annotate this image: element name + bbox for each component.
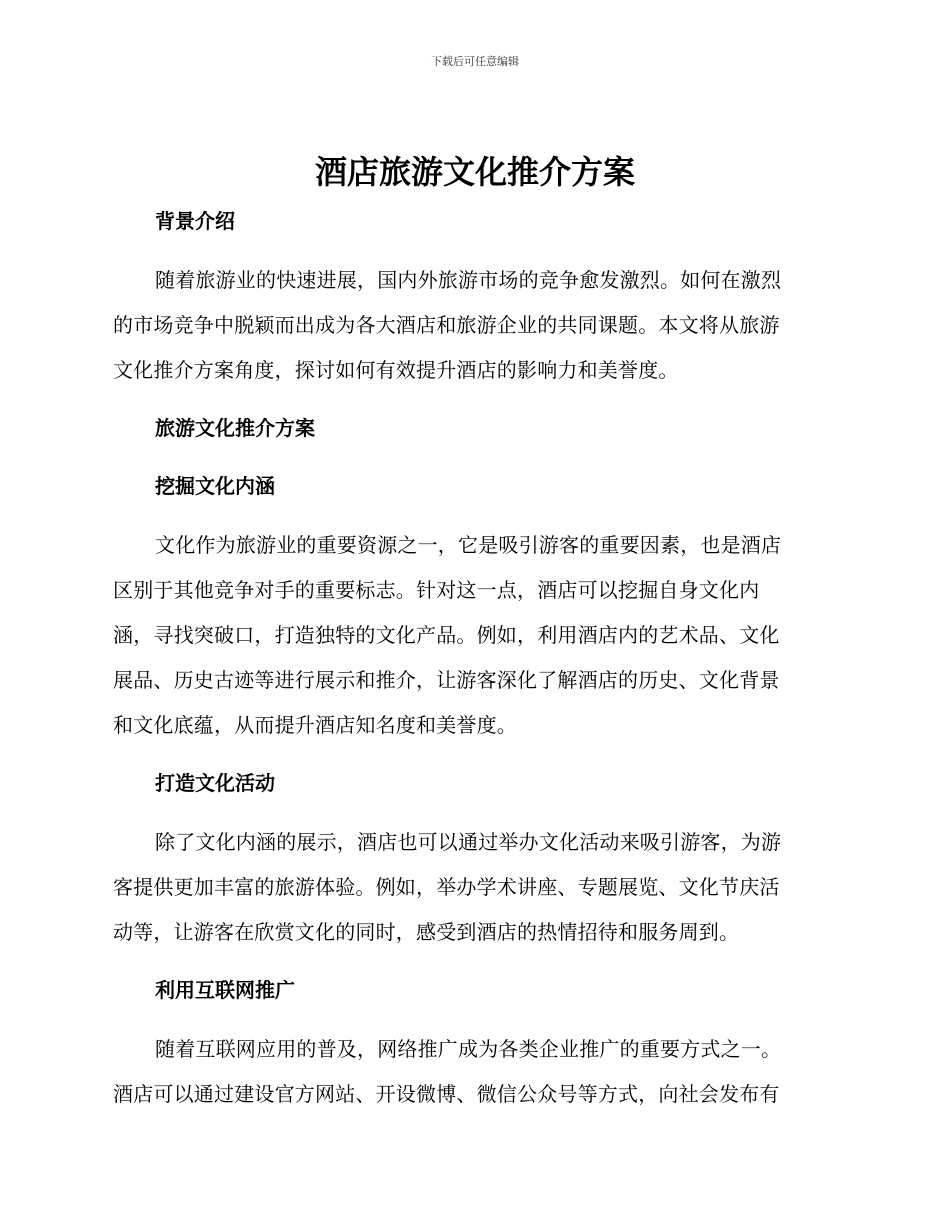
paragraph-line: 动等，让游客在欣赏文化的同时，感受到酒店的热情招待和服务周到。	[113, 920, 740, 944]
section-heading-activity: 打造文化活动	[155, 771, 275, 795]
paragraph-line: 文化推介方案角度，探讨如何有效提升酒店的影响力和美誉度。	[113, 358, 679, 382]
section-heading-culture: 挖掘文化内涵	[155, 474, 275, 498]
section-heading-internet: 利用互联网推广	[155, 978, 295, 1002]
paragraph-line: 随着互联网应用的普及，网络推广成为各类企业推广的重要方式之一。	[155, 1037, 782, 1061]
paragraph-line: 和文化底蕴，从而提升酒店知名度和美誉度。	[113, 713, 517, 737]
section-heading-plan: 旅游文化推介方案	[155, 416, 315, 440]
paragraph-internet	[113, 1027, 833, 1117]
paragraph-line: 区别于其他竞争对手的重要标志。针对这一点，酒店可以挖掘自身文化内	[113, 578, 760, 602]
header-note: 下载后可任意编辑	[431, 55, 519, 68]
paragraph-line: 除了文化内涵的展示，酒店也可以通过举办文化活动来吸引游客，为游	[155, 830, 782, 854]
paragraph-line: 的市场竞争中脱颖而出成为各大酒店和旅游企业的共同课题。本文将从旅游	[113, 313, 780, 337]
document-body	[113, 200, 833, 1131]
paragraph-line: 酒店可以通过建设官方网站、开设微博、微信公众号等方式，向社会发布有	[113, 1082, 780, 1106]
paragraph-line: 涵，寻找突破口，打造独特的文化产品。例如，利用酒店内的艺术品、文化	[113, 623, 780, 647]
paragraph-line: 展品、历史古迹等进行展示和推介，让游客深化了解酒店的历史、文化背景	[113, 668, 780, 692]
paragraph-culture	[113, 523, 833, 748]
paragraph-background	[113, 258, 833, 393]
document-title: 酒店旅游文化推介方案	[314, 153, 635, 191]
paragraph-line: 随着旅游业的快速进展，国内外旅游市场的竞争愈发激烈。如何在激烈	[155, 268, 782, 292]
paragraph-activity	[113, 820, 833, 955]
paragraph-line: 客提供更加丰富的旅游体验。例如，举办学术讲座、专题展览、文化节庆活	[113, 875, 780, 899]
section-heading-background: 背景介绍	[155, 209, 235, 233]
paragraph-line: 文化作为旅游业的重要资源之一，它是吸引游客的重要因素，也是酒店	[155, 533, 782, 557]
